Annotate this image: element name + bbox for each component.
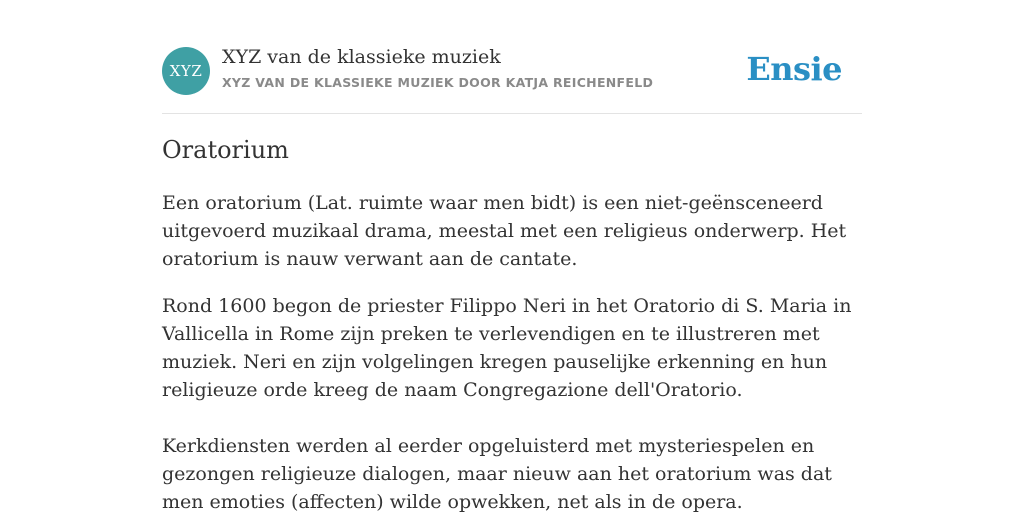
article-title: Oratorium [162, 136, 289, 164]
article-body [162, 189, 862, 512]
main-content [162, 0, 862, 512]
publication-header [162, 0, 862, 114]
article-paragraph: Rond 1600 begon de priester Filippo Neri in het Oratorio di S. Maria in Vallicella in Rome zijn preken te verlevendigen en te illustreren met muziek. Neri en zijn volgelingen kregen pauselijke erkenning en hun religieuze orde kreeg de naam Congregazione dell'Oratorio. [162, 295, 852, 401]
article-paragraph: Een oratorium (Lat. ruimte waar men bidt) is een niet-geënsceneerd uitgevoerd muzikaal drama, meestal met een religieus onderwerp. Het oratorium is nauw verwant aan de cantate. [162, 192, 847, 270]
publication-title[interactable]: XYZ van de klassieke muziek [222, 46, 501, 68]
article-paragraph: Kerkdiensten werden al eerder opgeluisterd met mysteriespelen en gezongen religieuze dialogen, maar nieuw aan het oratorium was dat men emoties (affecten) wilde opwekken, net als in de opera. [162, 435, 832, 512]
publication-subtitle: XYZ VAN DE KLASSIEKE MUZIEK DOOR KATJA REICHENFELD [222, 75, 654, 90]
brand-logo[interactable]: Ensie [746, 50, 842, 88]
publication-avatar[interactable]: XYZ [162, 47, 210, 95]
